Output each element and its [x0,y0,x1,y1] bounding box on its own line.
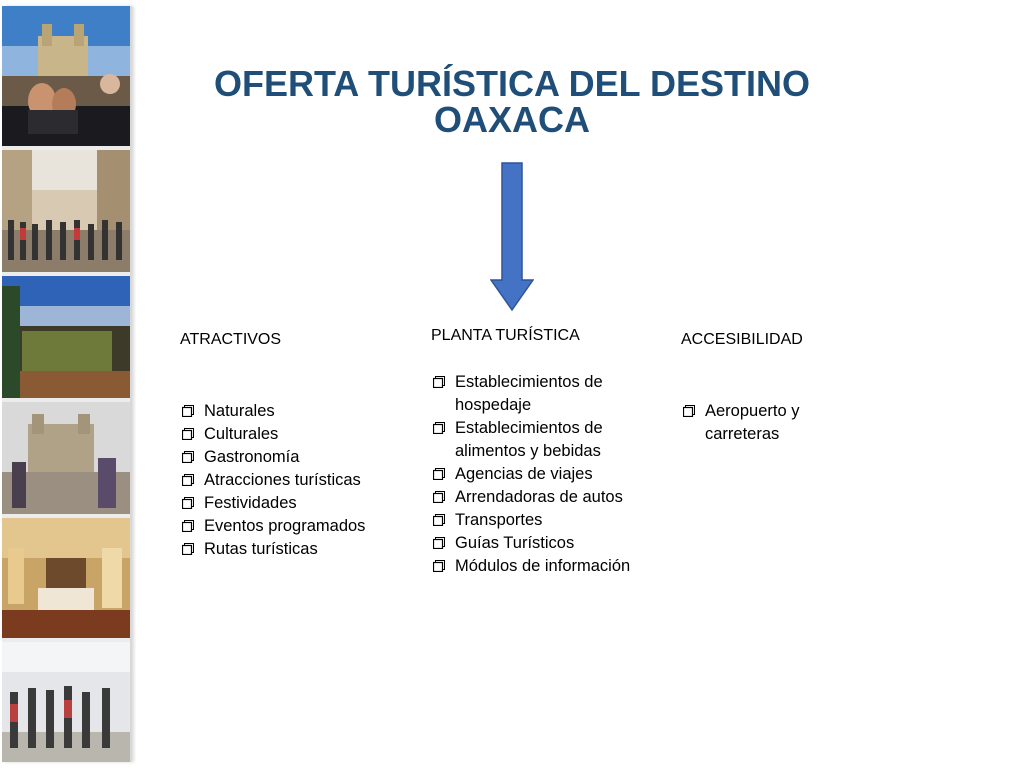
list-item-label: Festividades [204,494,297,512]
list-item-label: Atracciones turísticas [204,471,361,489]
checkbox-bullet-icon [433,422,445,434]
photo-courtyard [2,276,130,398]
checkbox-bullet-icon [433,560,445,572]
column-accesibilidad [681,330,851,446]
list-item-label: Eventos programados [204,517,366,535]
photo-church-visitors [2,402,130,514]
column-heading: ACCESIBILIDAD [681,331,803,348]
checkbox-bullet-icon [182,543,194,555]
list-item-label: Guías Turísticos [455,534,575,552]
list-item [431,486,651,509]
list-item [431,532,651,555]
list-item [180,423,380,446]
list-item-label: Rutas turísticas [204,540,318,558]
title-line-1: OFERTA TURÍSTICA DEL DESTINO [213,63,810,104]
list-item [180,538,380,561]
list-item-label: Módulos de información [455,557,631,575]
list-item [180,400,380,423]
list-item-label: Establecimientos de hospedaje [455,373,603,414]
item-list [180,400,380,561]
checkbox-bullet-icon [182,497,194,509]
list-item [180,469,380,492]
list-item [681,400,851,446]
checkbox-bullet-icon [182,474,194,486]
list-item [431,371,651,417]
photo-hotel-room [2,518,130,638]
column-heading: ATRACTIVOS [180,331,282,348]
checkbox-bullet-icon [433,537,445,549]
list-item-label: Establecimientos de alimentos y bebidas [455,419,603,460]
checkbox-bullet-icon [433,468,445,480]
checkbox-bullet-icon [182,405,194,417]
title-line-2: OAXACA [433,99,590,140]
checkbox-bullet-icon [182,520,194,532]
checkbox-bullet-icon [433,376,445,388]
checkbox-bullet-icon [182,428,194,440]
list-item-label: Aeropuerto y carreteras [705,402,800,443]
list-item-label: Culturales [204,425,279,443]
list-item-label: Arrendadoras de autos [455,488,623,506]
list-item-label: Transportes [455,511,543,529]
photo-cathedral-plaza [2,6,130,146]
list-item [431,417,651,463]
list-item [180,492,380,515]
list-item [180,446,380,469]
list-item-label: Naturales [204,402,275,420]
photo-strip [2,6,132,762]
checkbox-bullet-icon [683,405,695,417]
column-heading: PLANTA TURÍSTICA [431,327,580,344]
photo-street-crowd [2,150,130,272]
item-list [431,371,651,578]
list-item [431,463,651,486]
checkbox-bullet-icon [433,514,445,526]
list-item-label: Gastronomía [204,448,300,466]
down-arrow-icon [490,162,534,312]
list-item [180,515,380,538]
list-item-label: Agencias de viajes [455,465,593,483]
checkbox-bullet-icon [182,451,194,463]
list-item [431,509,651,532]
column-planta-turistica [431,326,651,578]
checkbox-bullet-icon [433,491,445,503]
list-item [431,555,651,578]
photo-airport-travelers [2,642,130,762]
page-title [150,63,874,140]
item-list [681,400,851,446]
column-atractivos [180,330,380,561]
